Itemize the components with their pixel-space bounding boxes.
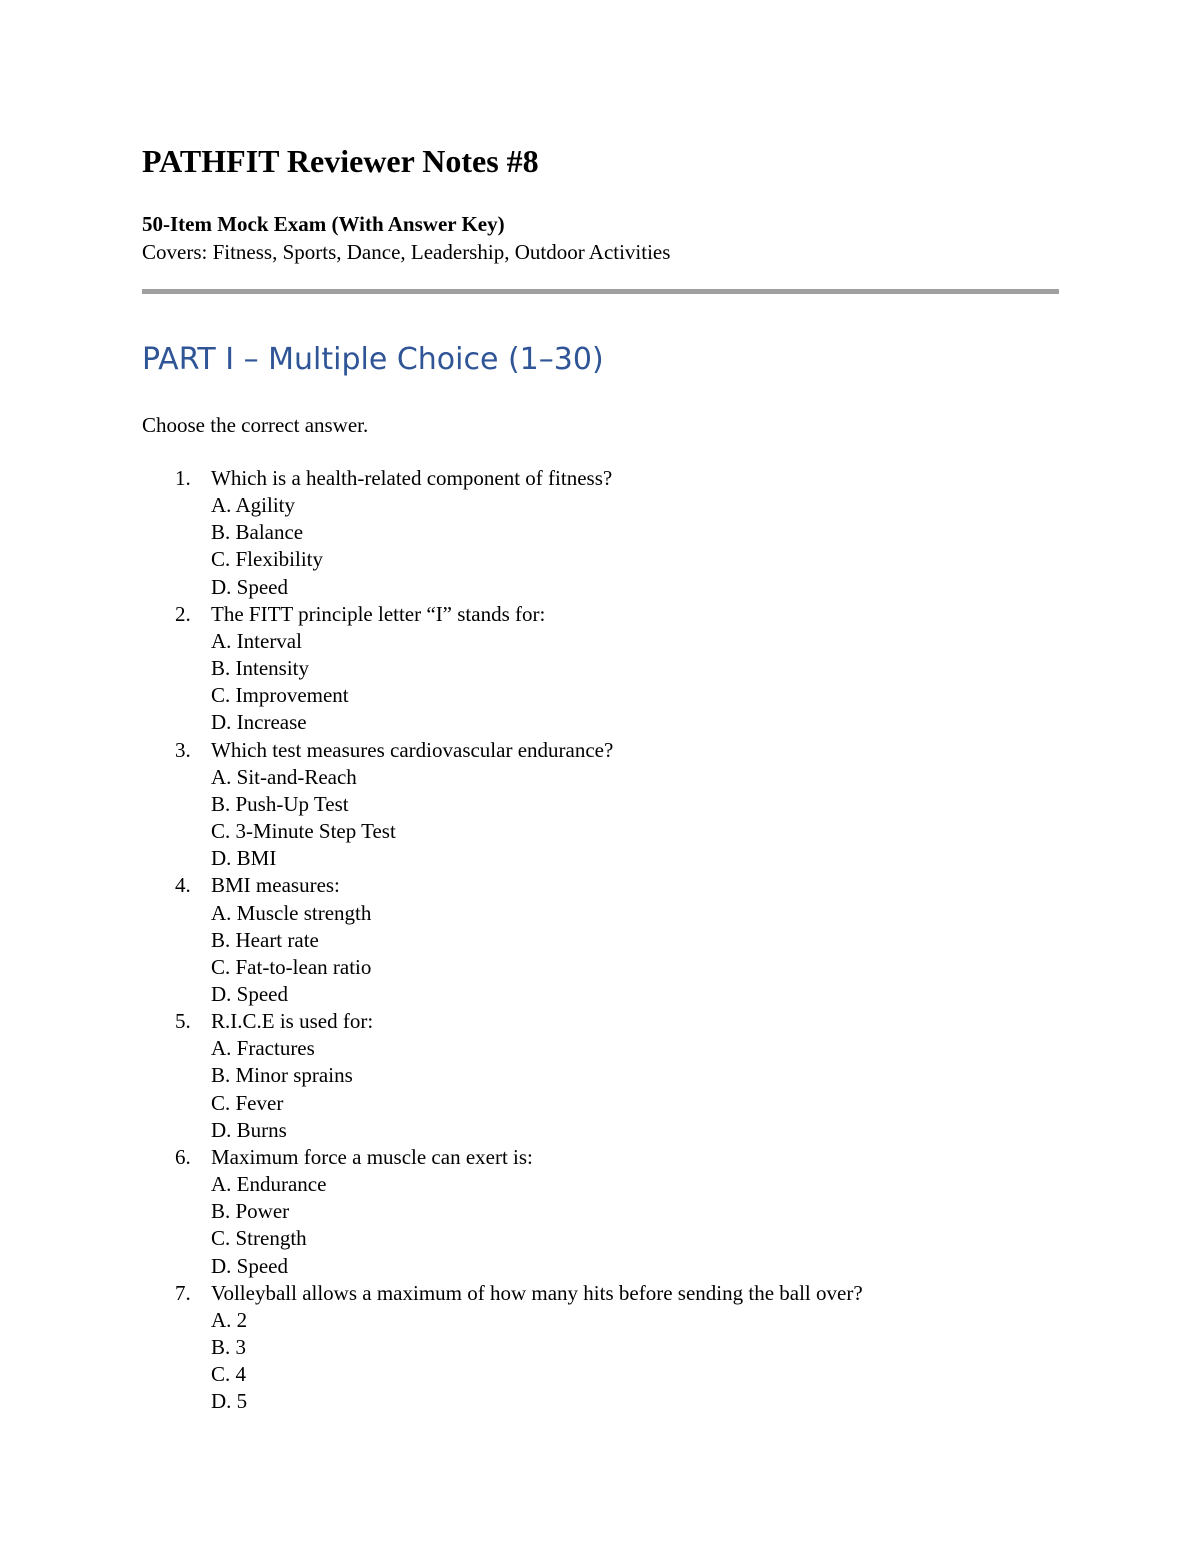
question-text: The FITT principle letter “I” stands for:: [211, 601, 546, 626]
question-item: [142, 465, 863, 601]
covers-line: Covers: Fitness, Sports, Dance, Leadership, Outdoor Activities: [142, 240, 671, 264]
question-text: Which test measures cardiovascular endurance?: [211, 737, 614, 762]
question-item: [142, 601, 863, 737]
part-heading: PART I – Multiple Choice (1–30): [142, 342, 604, 377]
question-item: [142, 737, 863, 873]
question-number: 2.: [175, 601, 191, 626]
question-text: Volleyball allows a maximum of how many hits before sending the ball over?: [211, 1280, 863, 1305]
question-item: [142, 1144, 863, 1280]
answer-option: D. Speed: [211, 981, 288, 1006]
answer-option: A. Fractures: [211, 1036, 315, 1061]
answer-option: B. Heart rate: [211, 927, 319, 952]
question-text: Which is a health-related component of fitness?: [211, 466, 613, 490]
question-number: 3.: [175, 737, 191, 762]
question-text: R.I.C.E is used for:: [211, 1009, 374, 1034]
answer-option: D. Burns: [211, 1117, 287, 1142]
answer-option: C. Flexibility: [211, 547, 324, 572]
answer-option: D. Increase: [211, 710, 307, 735]
question-number: 7.: [175, 1280, 191, 1305]
answer-option: D. 5: [211, 1389, 248, 1414]
horizontal-rule: [142, 289, 1059, 294]
question-text: BMI measures:: [211, 873, 340, 898]
question-number: 5.: [175, 1009, 191, 1034]
answer-option: A. Endurance: [211, 1172, 327, 1197]
answer-option: D. Speed: [211, 1253, 288, 1278]
answer-option: C. 4: [211, 1362, 247, 1387]
question-item: [142, 1280, 863, 1416]
question-text: Maximum force a muscle can exert is:: [211, 1144, 533, 1169]
answer-option: B. Intensity: [211, 656, 309, 681]
document-title: PATHFIT Reviewer Notes #8: [142, 143, 539, 179]
question-number: 6.: [175, 1144, 191, 1169]
question-item: [142, 1008, 863, 1144]
answer-option: B. Power: [211, 1199, 290, 1224]
answer-option: B. Minor sprains: [211, 1063, 353, 1088]
answer-option: C. Strength: [211, 1226, 307, 1251]
answer-option: C. Improvement: [211, 683, 349, 708]
answer-option: A. Muscle strength: [211, 900, 372, 925]
answer-option: A. Sit-and-Reach: [211, 764, 357, 789]
answer-option: A. Agility: [211, 493, 296, 518]
answer-option: D. Speed: [211, 574, 288, 599]
answer-option: D. BMI: [211, 846, 277, 871]
question-number: 4.: [175, 873, 191, 898]
document-subtitle: 50-Item Mock Exam (With Answer Key): [142, 212, 505, 236]
question-number: 1.: [175, 466, 191, 490]
answer-option: C. Fever: [211, 1090, 284, 1115]
answer-option: C. Fat-to-lean ratio: [211, 954, 372, 979]
answer-option: B. 3: [211, 1335, 247, 1359]
instructions: Choose the correct answer.: [142, 413, 369, 437]
answer-option: A. 2: [211, 1307, 248, 1332]
question-item: [142, 872, 863, 1008]
answer-option: B. Balance: [211, 520, 304, 545]
question-list: [142, 465, 863, 1415]
answer-option: B. Push-Up Test: [211, 791, 349, 816]
answer-option: C. 3-Minute Step Test: [211, 819, 396, 844]
answer-option: A. Interval: [211, 628, 302, 653]
